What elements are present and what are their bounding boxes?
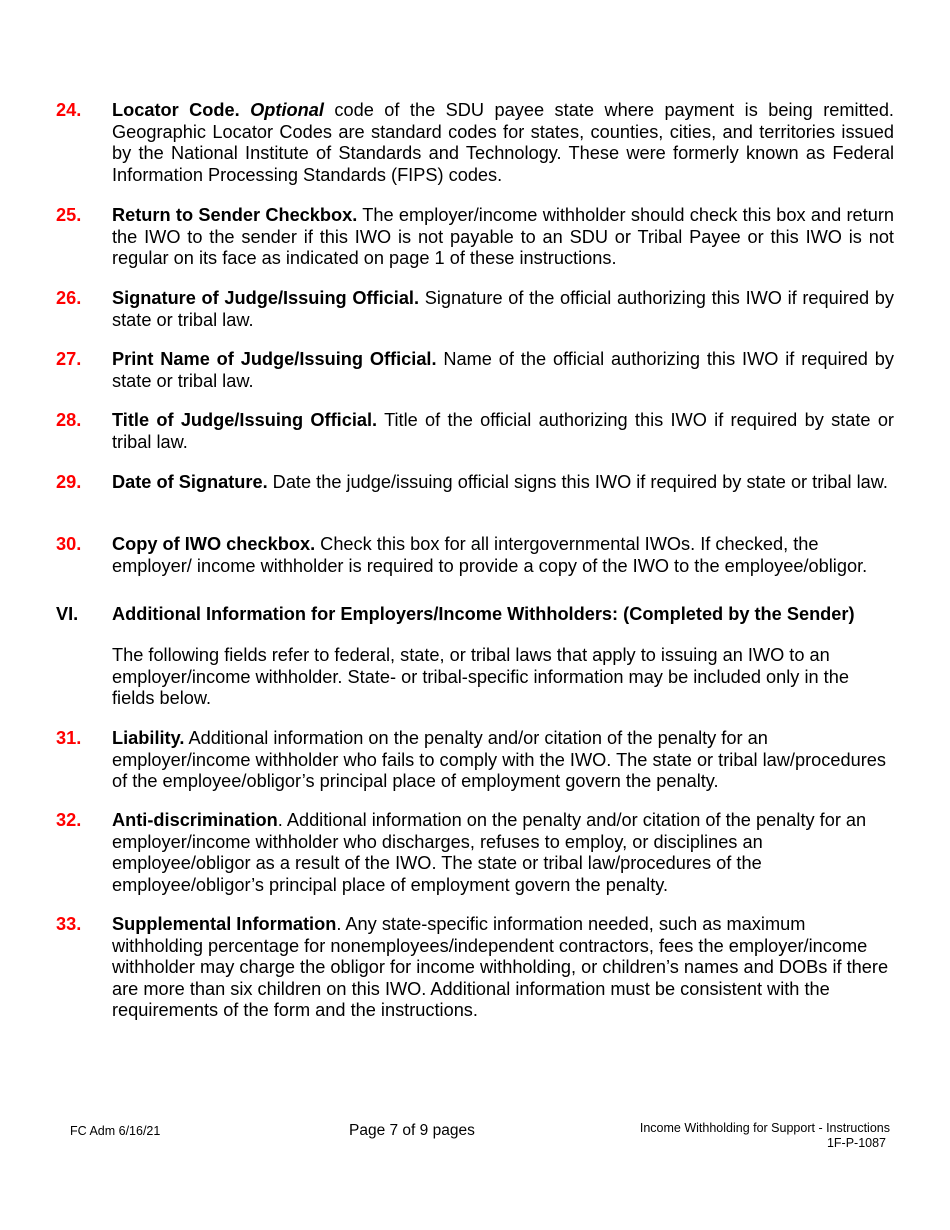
item-text: Name of the official authorizing this IWO if required by state or tribal law. xyxy=(112,349,894,391)
item-number: 31. xyxy=(56,728,82,748)
footer-document-title xyxy=(640,1121,890,1151)
item-text: Date the judge/issuing official signs this IWO if required by state or tribal law. xyxy=(267,472,888,492)
item-body xyxy=(112,100,894,186)
item-body xyxy=(112,205,894,270)
item-title: Liability. xyxy=(112,728,185,748)
instruction-item-25 xyxy=(56,205,894,270)
instruction-item-31 xyxy=(56,728,894,793)
item-body xyxy=(112,728,894,793)
item-number: 33. xyxy=(56,914,82,934)
item-title: Title of Judge/Issuing Official. xyxy=(112,410,378,430)
instruction-item-26 xyxy=(56,288,894,331)
item-body xyxy=(112,534,894,577)
item-text: code of the SDU payee state where payment is being remitted. Geographic Locator Codes are standard codes for states, counties, cities, and territories issued by the National Institute of Standards and Technology. These were formerly known as Federal Information Processing Standards (FIPS) codes. xyxy=(112,100,894,185)
item-text: Check this box for all intergovernmental IWOs. If checked, the employer/ income withholder is required to provide a copy of the IWO to the employee/obligor. xyxy=(112,534,868,576)
item-number: 30. xyxy=(56,534,82,554)
item-body xyxy=(112,288,894,331)
item-body xyxy=(112,810,894,896)
item-title: Anti-discrimination xyxy=(112,810,278,830)
section-title: Additional Information for Employers/Income Withholders: (Completed by the Sender) xyxy=(112,604,855,624)
item-number: 26. xyxy=(56,288,82,308)
item-text: . Additional information on the penalty and/or citation of the penalty for an employer/income withholder who discharges, refuses to employ, or disciplines an employee/obligor as a result of the IWO. The state or tribal law/procedures of the employee/obligor’s principal place of employment govern the penalty. xyxy=(112,810,867,895)
item-text: Title of the official authorizing this IWO if required by state or tribal law. xyxy=(112,410,894,452)
item-number: 25. xyxy=(56,205,82,225)
section-number: VI. xyxy=(56,604,79,624)
instruction-item-32 xyxy=(56,810,894,896)
item-number: 32. xyxy=(56,810,82,830)
item-body xyxy=(112,410,894,453)
item-number: 28. xyxy=(56,410,82,430)
item-text: The employer/income withholder should check this box and return the IWO to the sender if this IWO is not payable to an SDU or Tribal Payee or this IWO is not regular on its face as indicated on page 1 of these instructions. xyxy=(112,205,894,268)
instruction-item-24 xyxy=(56,100,894,186)
item-number: 27. xyxy=(56,349,82,369)
item-title: Date of Signature. xyxy=(112,472,268,492)
footer-code-line: 1F-P-1087 xyxy=(826,1136,886,1150)
footer-title-line: Income Withholding for Support - Instructions xyxy=(639,1121,890,1135)
item-title: Return to Sender Checkbox. xyxy=(112,205,358,225)
item-emphasis: Optional xyxy=(250,100,324,120)
item-title: Print Name of Judge/Issuing Official. xyxy=(112,349,437,369)
instruction-item-27 xyxy=(56,349,894,392)
item-title: Locator Code. xyxy=(112,100,240,120)
item-text: Signature of the official authorizing this IWO if required by state or tribal law. xyxy=(112,288,894,330)
item-body xyxy=(112,472,894,494)
item-title: Copy of IWO checkbox. xyxy=(112,534,316,554)
item-title: Signature of Judge/Issuing Official. xyxy=(112,288,420,308)
item-number: 24. xyxy=(56,100,82,120)
item-text: Additional information on the penalty and/or citation of the penalty for an employer/income withholder who fails to comply with the IWO. The state or tribal law/procedures of the employee/obligor’s principal place of employment govern the penalty. xyxy=(112,728,886,791)
instruction-item-29 xyxy=(56,472,894,494)
item-number: 29. xyxy=(56,472,82,492)
section-heading-vi xyxy=(56,604,894,626)
footer-form-id: FC Adm 6/16/21 xyxy=(70,1124,161,1138)
instruction-item-30 xyxy=(56,534,894,577)
item-body xyxy=(112,349,894,392)
section-intro-text: The following fields refer to federal, state, or tribal laws that apply to issuing an IWO to an employer/income withholder. State- or tribal-specific information may be included only in the fields below. xyxy=(112,645,849,708)
instruction-item-28 xyxy=(56,410,894,453)
footer-page-number: Page 7 of 9 pages xyxy=(349,1122,475,1139)
item-body xyxy=(112,914,894,1022)
item-title: Supplemental Information xyxy=(112,914,337,934)
instruction-item-33 xyxy=(56,914,894,1022)
section-intro xyxy=(56,645,894,710)
item-text: . Any state-specific information needed, such as maximum withholding percentage for nonemployees/independent contractors, fees the employer/income withholder may charge the obligor for income withholding, or children’s names and DOBs if there are more than six children on this IWO. Additional information must be consistent with the requirements of the form and the instructions. xyxy=(112,914,889,1020)
